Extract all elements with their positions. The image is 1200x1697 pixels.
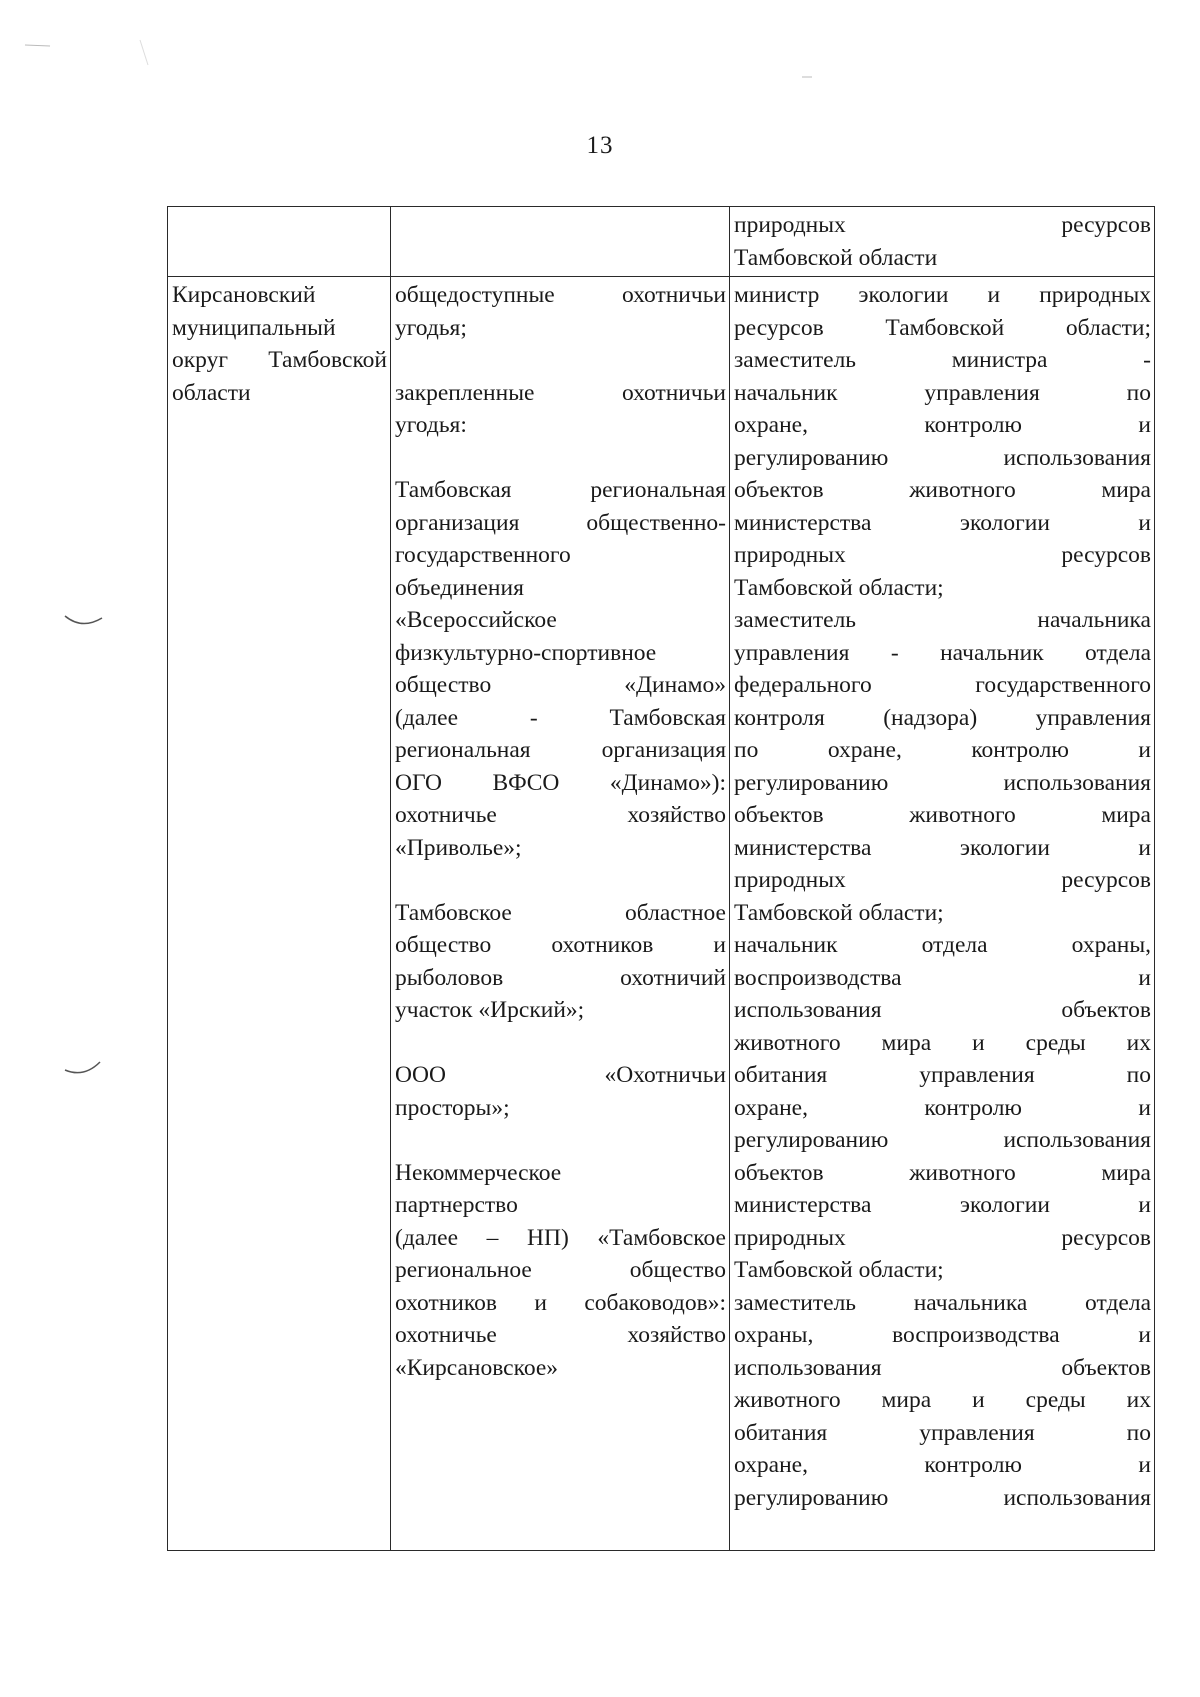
officials-text (734, 209, 1151, 274)
officials-line: природных ресурсов (734, 1224, 1151, 1251)
district-line: округ Тамбовской (172, 347, 387, 373)
officials-line: министерства экологии и (734, 509, 1151, 536)
officials-line: Тамбовской области; (734, 1257, 944, 1283)
scan-mark-left-1 (62, 608, 112, 638)
cell-officials (730, 207, 1155, 277)
officials-line: объектов животного мира (734, 1159, 1151, 1186)
hunting-ground-line: угодья: (395, 412, 467, 438)
officials-line: регулированию использования (734, 769, 1151, 796)
table-row-kirsanovsky (168, 277, 1155, 1551)
hunting-ground-line: просторы»; (395, 1094, 510, 1121)
officials-line: Тамбовской области (734, 244, 938, 271)
scan-mark-top-right (800, 72, 820, 82)
hunting-ground-line: общедоступные охотничьи (395, 282, 726, 308)
district-line: Кирсановский (172, 282, 316, 308)
officials-line: министерства экологии и (734, 1192, 1151, 1218)
officials-line: обитания управления по (734, 1062, 1151, 1088)
hunting-ground-line: (далее – НП) «Тамбовское (395, 1224, 726, 1251)
officials-line: управления - начальник отдела (734, 639, 1151, 666)
hunting-ground-line: участок «Ирский»; (395, 997, 585, 1023)
officials-line: природных ресурсов (734, 212, 1151, 238)
officials-line: природных ресурсов (734, 542, 1151, 568)
officials-line: Тамбовской области; (734, 899, 944, 926)
officials-line: регулированию использования (734, 1484, 1151, 1511)
officials-line: обитания управления по (734, 1419, 1151, 1446)
hunting-grounds-text (395, 279, 726, 1384)
district-name (172, 279, 387, 409)
paragraph-gap (395, 864, 726, 897)
hunting-ground-line: закрепленные охотничьи (395, 379, 726, 406)
hunting-ground-line: угодья; (395, 314, 467, 341)
officials-line: регулированию использования (734, 444, 1151, 471)
officials-line: природных ресурсов (734, 867, 1151, 893)
officials-line: использования объектов (734, 997, 1151, 1023)
officials-line: Тамбовской области; (734, 574, 944, 601)
table-row-continuation (168, 207, 1155, 277)
officials-line: объектов животного мира (734, 477, 1151, 503)
officials-line: заместитель начальника отдела (734, 1289, 1151, 1316)
scan-mark-left-2 (62, 1058, 112, 1088)
cell-district (168, 277, 391, 1551)
hunting-ground-line: Тамбовское областное (395, 899, 726, 926)
cell-hunting-grounds (391, 277, 730, 1551)
hunting-ground-line: ООО «Охотничьи (395, 1062, 726, 1088)
district-line: области (172, 379, 251, 406)
officials-line: охране, контролю и (734, 412, 1151, 438)
cell-district (168, 207, 391, 277)
officials-line: охране, контролю и (734, 1094, 1151, 1121)
hunting-ground-line: «Приволье»; (395, 834, 522, 861)
hunting-ground-line: региональное общество (395, 1257, 726, 1283)
hunting-ground-line: (далее - Тамбовская (395, 704, 726, 731)
officials-line: контроля (надзора) управления (734, 704, 1151, 731)
officials-line: регулированию использования (734, 1127, 1151, 1153)
officials-line: использования объектов (734, 1354, 1151, 1381)
officials-line: министерства экологии и (734, 834, 1151, 861)
hunting-ground-line: объединения (395, 574, 524, 601)
hunting-ground-line: партнерство (395, 1192, 518, 1218)
hunting-ground-line: общество охотников и (395, 932, 726, 958)
paragraph-gap (395, 442, 726, 475)
hunting-ground-line: охотничье хозяйство (395, 802, 726, 828)
document-table (167, 206, 1155, 1551)
hunting-ground-line: государственного (395, 542, 571, 568)
officials-line: животного мира и среды их (734, 1387, 1151, 1413)
hunting-ground-line: организация общественно- (395, 509, 726, 536)
officials-line: животного мира и среды их (734, 1029, 1151, 1056)
paragraph-gap (395, 344, 726, 377)
hunting-ground-line: охотничье хозяйство (395, 1322, 726, 1348)
officials-line: объектов животного мира (734, 802, 1151, 828)
scan-mark-top-left (20, 20, 160, 80)
hunting-ground-line: охотников и собаководов»: (395, 1289, 726, 1316)
hunting-ground-line: физкультурно-спортивное (395, 639, 657, 666)
hunting-ground-line: Тамбовская региональная (395, 477, 726, 503)
page-number: 13 (586, 132, 614, 159)
hunting-ground-line: «Кирсановское» (395, 1354, 559, 1381)
officials-line: министр экологии и природных (734, 282, 1151, 308)
hunting-ground-line: региональная организация (395, 737, 726, 763)
cell-officials (730, 277, 1155, 1551)
officials-text (734, 279, 1151, 1514)
hunting-ground-line: общество «Динамо» (395, 672, 726, 698)
officials-line: ресурсов Тамбовской области; (734, 314, 1151, 341)
hunting-ground-line: ОГО ВФСО «Динамо»): (395, 769, 726, 796)
paragraph-gap (395, 1124, 726, 1157)
officials-line: заместитель начальника (734, 607, 1151, 633)
officials-line: воспроизводства и (734, 964, 1151, 991)
officials-line: заместитель министра - (734, 347, 1151, 373)
officials-line: охраны, воспроизводства и (734, 1322, 1151, 1348)
hunting-ground-line: «Всероссийское (395, 607, 557, 633)
officials-line: охране, контролю и (734, 1452, 1151, 1478)
hunting-ground-line: рыболовов охотничий (395, 964, 726, 991)
hunting-ground-line: Некоммерческое (395, 1159, 562, 1186)
officials-line: федерального государственного (734, 672, 1151, 698)
paragraph-gap (395, 1027, 726, 1060)
cell-hunting-grounds (391, 207, 730, 277)
officials-line: по охране, контролю и (734, 737, 1151, 763)
officials-line: начальник отдела охраны, (734, 932, 1151, 958)
district-line: муниципальный (172, 314, 336, 341)
officials-line: начальник управления по (734, 379, 1151, 406)
